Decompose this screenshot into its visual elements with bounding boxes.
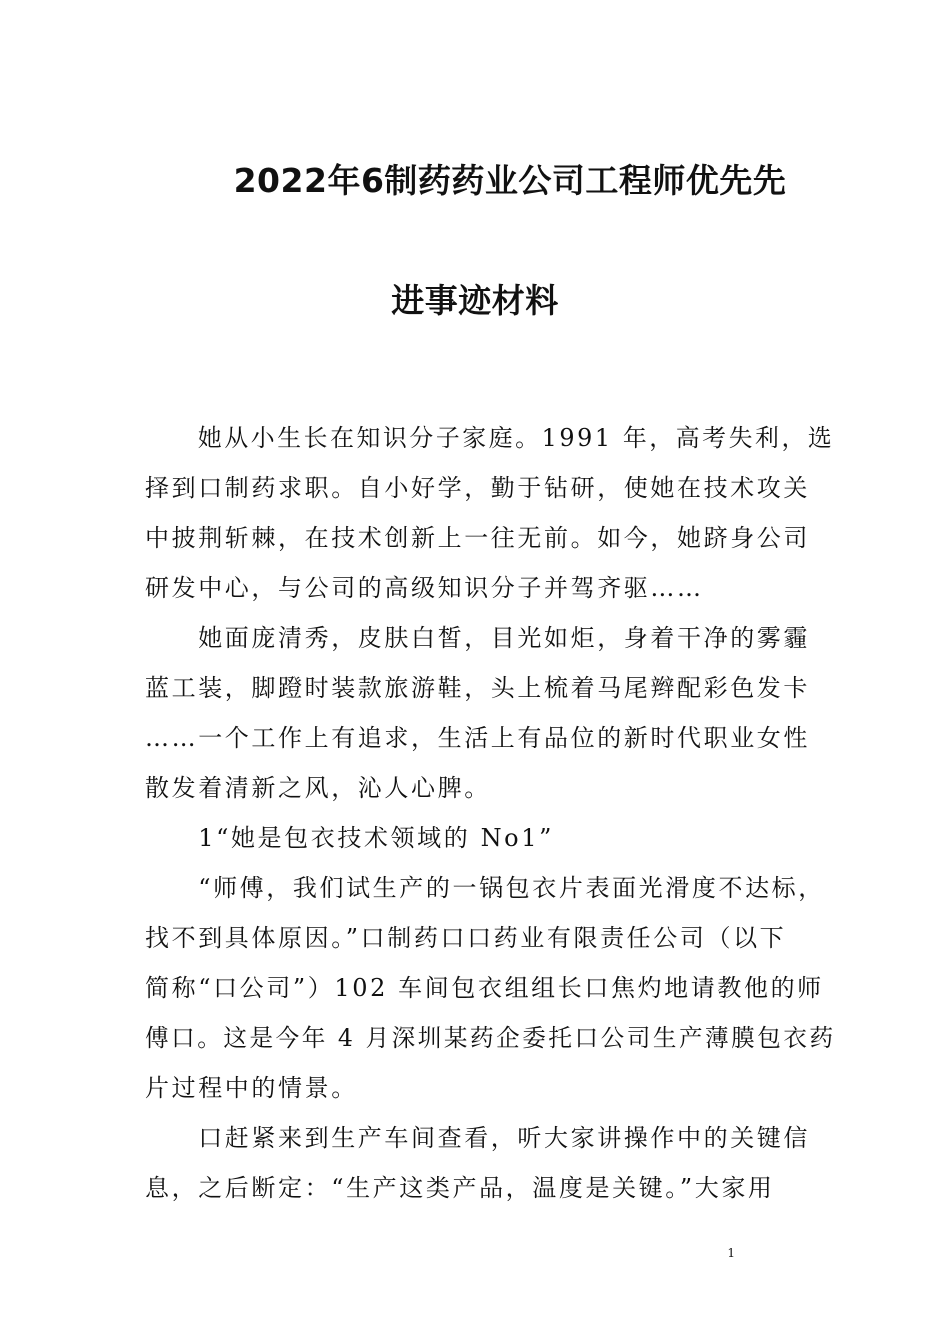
body-line: 简称“口公司”）102 车间包衣组组长口焦灼地请教他的师 <box>145 974 824 1002</box>
body-line: 息，之后断定：“生产这类产品，温度是关键。”大家用 <box>145 1174 775 1202</box>
body-line: 傅口。这是今年 4 月深圳某药企委托口公司生产薄膜包衣药 <box>145 1024 836 1052</box>
body-line: 择到口制药求职。自小好学，勤于钻研，使她在技术攻关 <box>145 474 810 502</box>
body-line: 片过程中的情景。 <box>145 1074 358 1102</box>
body-line: ……一个工作上有追求，生活上有品位的新时代职业女性 <box>145 724 810 752</box>
page-number: 1 <box>727 1246 735 1260</box>
body-line: “师傅，我们试生产的一锅包衣片表面光滑度不达标， <box>145 874 825 902</box>
body-line: 研发中心，与公司的高级知识分子并驾齐驱…… <box>145 574 704 602</box>
body-line: 中披荆斩棘，在技术创新上一往无前。如今，她跻身公司 <box>145 524 810 552</box>
document-title-line-1: 2022年6制药药业公司工程师优先先 <box>233 161 787 200</box>
document-title-line-2: 进事迹材料 <box>391 281 559 320</box>
body-line: 散发着清新之风，沁人心脾。 <box>145 774 491 802</box>
body-line: 蓝工装，脚蹬时装款旅游鞋，头上梳着马尾辫配彩色发卡 <box>145 674 810 702</box>
body-line: 她面庞清秀，皮肤白皙，目光如炬，身着干净的雾霾 <box>145 624 810 652</box>
body-line: 她从小生长在知识分子家庭。1991 年，高考失利，选 <box>145 424 835 452</box>
body-line: 口赶紧来到生产车间查看，听大家讲操作中的关键信 <box>145 1124 810 1152</box>
section-heading: 1“她是包衣技术领域的 No1” <box>145 824 554 852</box>
body-line: 找不到具体原因。”口制药口口药业有限责任公司（以下 <box>145 924 787 952</box>
